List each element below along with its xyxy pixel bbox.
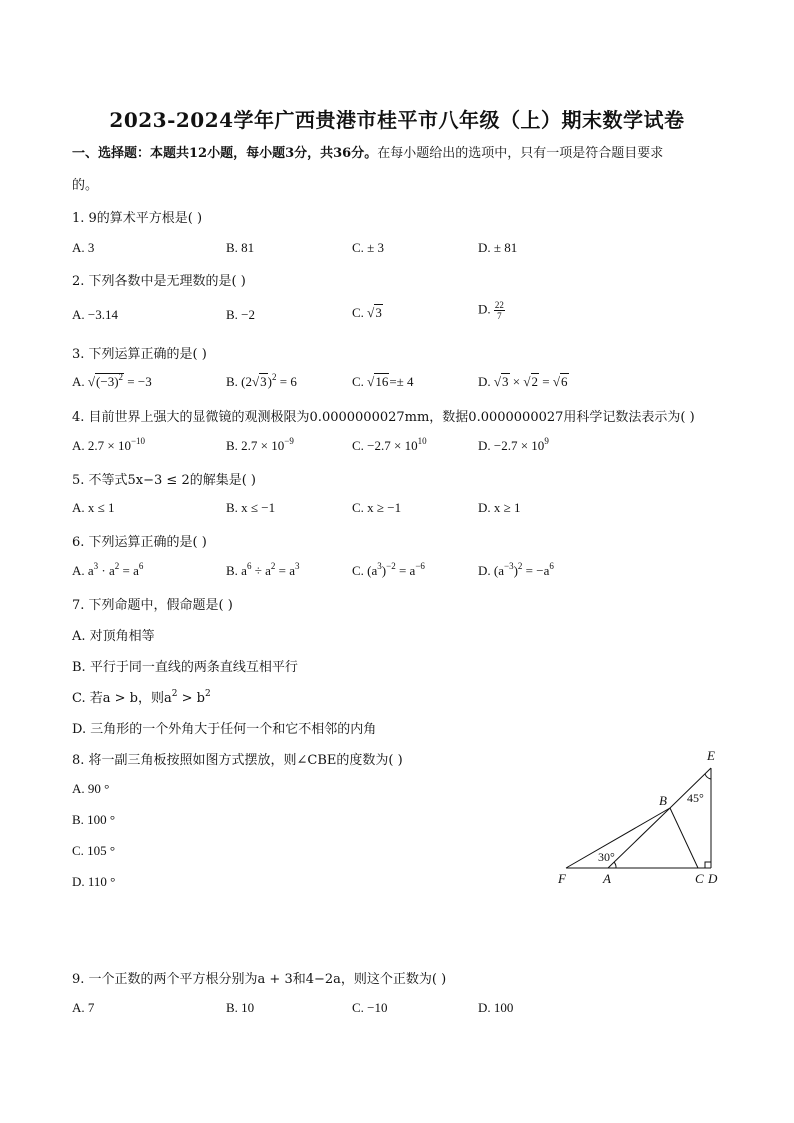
exponent: 2 — [270, 561, 276, 571]
question-9-stem: 9. 一个正数的两个平方根分别为a + 3和4−2a，则这个正数为( ) — [72, 972, 447, 987]
sqrt-symbol: √16 — [367, 374, 389, 389]
times-sign: × — [509, 374, 524, 389]
numerator: 22 — [494, 300, 504, 310]
sqrt-symbol: √3 — [367, 305, 382, 320]
exponent: −3 — [504, 561, 514, 571]
q9-option-b: B. 10 — [226, 1000, 255, 1015]
q4-c-base: C. −2.7 × 10 — [352, 438, 418, 453]
line-BC — [670, 808, 698, 868]
question-6-stem: 6. 下列运算正确的是( ) — [72, 535, 207, 550]
q3-option-a — [72, 374, 152, 390]
fraction — [494, 300, 505, 321]
question-7-stem: 7. 下列命题中，假命题是( ) — [72, 598, 233, 613]
q7-option-d: D. 三角形的一个外角大于任何一个和它不相邻的内角 — [72, 722, 377, 737]
q6-option-b — [226, 563, 299, 579]
q4-option-d — [478, 438, 549, 454]
denominator: 7 — [497, 311, 502, 321]
term: ) — [513, 563, 518, 578]
q9-option-d: D. 100 — [478, 1000, 514, 1015]
term: = a — [395, 563, 416, 578]
q8-option-d: D. 110 ° — [72, 874, 116, 889]
q4-b-base: B. 2.7 × 10 — [226, 438, 285, 453]
term: A. a — [72, 563, 94, 578]
q9-option-c: C. −10 — [352, 1000, 388, 1015]
q1-option-d: D. ± 81 — [478, 240, 518, 255]
term: C. 若a > b，则a — [72, 691, 172, 706]
radicand: 2 — [531, 374, 539, 389]
term: = a — [275, 563, 295, 578]
term: ) — [381, 563, 387, 578]
q3-d-prefix: D. — [478, 374, 494, 389]
exponent: 2 — [271, 372, 277, 382]
question-8-stem: 8. 将一副三角板按照如图方式摆放，则∠CBE的度数为( ) — [72, 753, 403, 768]
section-heading-wrap: 的。 — [72, 178, 99, 193]
q2-option-c — [352, 305, 383, 321]
sqrt-symbol: √6 — [552, 374, 568, 389]
triangle-figure — [556, 740, 736, 890]
q7-option-a: A. 对顶角相等 — [72, 629, 155, 644]
q6-option-d — [478, 563, 554, 579]
exponent: −2 — [386, 561, 396, 571]
q1-option-b: B. 81 — [226, 240, 255, 255]
radicand-base: (−3) — [96, 374, 119, 389]
q7-option-c — [72, 687, 211, 706]
q5-option-d: D. x ≥ 1 — [478, 500, 521, 515]
radicand: 16 — [375, 374, 389, 389]
exponent: 6 — [246, 561, 252, 571]
q8-option-b: B. 100 ° — [72, 812, 116, 827]
q3-b-rest: = 6 — [276, 374, 297, 389]
exponent: 2 — [204, 689, 211, 699]
q8-option-c: C. 105 ° — [72, 843, 116, 858]
right-angle-mark — [705, 862, 711, 868]
q3-option-c — [352, 374, 414, 390]
label-F: F — [558, 871, 566, 886]
radicand: 3 — [260, 374, 267, 389]
term: = a — [119, 563, 139, 578]
exponent: 10 — [417, 436, 427, 446]
question-1-stem: 1. 9的算术平方根是( ) — [72, 211, 203, 226]
q3-c-prefix: C. — [352, 374, 368, 389]
exponent: −9 — [284, 436, 294, 446]
q2-option-d — [478, 300, 505, 321]
page-title: 2023-2024学年广西贵港市桂平市八年级（上）期末数学试卷 — [109, 108, 685, 132]
term: · a — [98, 563, 115, 578]
q6-option-a — [72, 563, 143, 579]
q6-option-c — [352, 563, 425, 579]
term: ÷ a — [251, 563, 271, 578]
exponent: 3 — [377, 561, 382, 571]
exponent: 2 — [118, 372, 124, 382]
q3-option-d — [478, 374, 569, 390]
exponent: 6 — [549, 561, 554, 571]
question-5-stem: 5. 不等式5x−3 ≤ 2的解集是( ) — [72, 473, 257, 488]
q3-a-prefix: A. — [72, 374, 88, 389]
radicand: 3 — [375, 305, 382, 320]
q3-c-rest: =± 4 — [389, 374, 414, 389]
q2-option-b: B. −2 — [226, 307, 256, 322]
label-A: A — [603, 871, 611, 886]
term: B. a — [226, 563, 247, 578]
q4-option-c — [352, 438, 427, 454]
question-4-stem: 4. 目前世界上强大的显微镜的观测极限为0.0000000027mm，数据0.0000000027用科学记数法表示为( ) — [72, 410, 695, 425]
q3-b-mid: ) — [267, 374, 272, 389]
angle-label-30: 30° — [598, 850, 615, 864]
question-3-stem: 3. 下列运算正确的是( ) — [72, 347, 207, 362]
exponent: 3 — [294, 561, 300, 571]
exponent: −6 — [415, 561, 425, 571]
q4-d-base: D. −2.7 × 10 — [478, 438, 545, 453]
q4-option-b — [226, 438, 294, 454]
question-2-stem: 2. 下列各数中是无理数的是( ) — [72, 274, 246, 289]
q2-c-prefix: C. — [352, 305, 368, 320]
q2-d-prefix: D. — [478, 301, 494, 317]
q2-option-a: A. −3.14 — [72, 307, 118, 322]
sqrt-symbol: $√(-3)^2$ — [87, 372, 124, 389]
radicand: 6 — [561, 374, 568, 389]
radicand: 3 — [502, 374, 509, 389]
section-heading — [72, 138, 732, 202]
equals-sign: = — [539, 374, 553, 389]
section-heading-bold: 一、选择题：本题共12小题，每小题3分，共36分。 — [72, 146, 378, 161]
label-E: E — [707, 748, 715, 763]
exponent: 2 — [171, 689, 178, 699]
label-C: C — [695, 871, 704, 886]
section-heading-rest: 在每小题给出的选项中，只有一项是符合题目要求 — [377, 146, 664, 161]
exponent: 9 — [544, 436, 549, 446]
label-B: B — [659, 793, 667, 808]
sqrt-symbol: √3 — [493, 374, 509, 389]
term: C. (a — [352, 563, 378, 578]
radicand — [95, 373, 124, 389]
q1-option-a: A. 3 — [72, 240, 95, 255]
exponent: −10 — [130, 436, 146, 446]
label-D: D — [708, 871, 718, 886]
q9-option-a: A. 7 — [72, 1000, 95, 1015]
q5-option-a: A. x ≤ 1 — [72, 500, 115, 515]
q5-option-c: C. x ≥ −1 — [352, 500, 402, 515]
exponent: 6 — [138, 561, 144, 571]
term: > b — [177, 691, 205, 706]
q3-b-prefix: B. (2 — [226, 374, 252, 389]
exponent: 3 — [93, 561, 99, 571]
q3-a-rest: = −3 — [124, 374, 152, 389]
sqrt-symbol: √2 — [523, 374, 539, 389]
angle-label-45: 45° — [687, 791, 704, 805]
q3-option-b — [226, 374, 297, 390]
q5-option-b: B. x ≤ −1 — [226, 500, 276, 515]
q1-option-c: C. ± 3 — [352, 240, 385, 255]
q4-option-a — [72, 438, 145, 454]
sqrt-symbol: √3 — [252, 374, 267, 389]
q7-option-b: B. 平行于同一直线的两条直线互相平行 — [72, 660, 298, 675]
term: = −a — [522, 563, 550, 578]
term: D. (a — [478, 563, 504, 578]
exponent: 2 — [114, 561, 120, 571]
exponent: 2 — [517, 561, 523, 571]
q4-a-base: A. 2.7 × 10 — [72, 438, 131, 453]
q8-option-a: A. 90 ° — [72, 781, 110, 796]
angle-arc-45 — [705, 774, 711, 779]
